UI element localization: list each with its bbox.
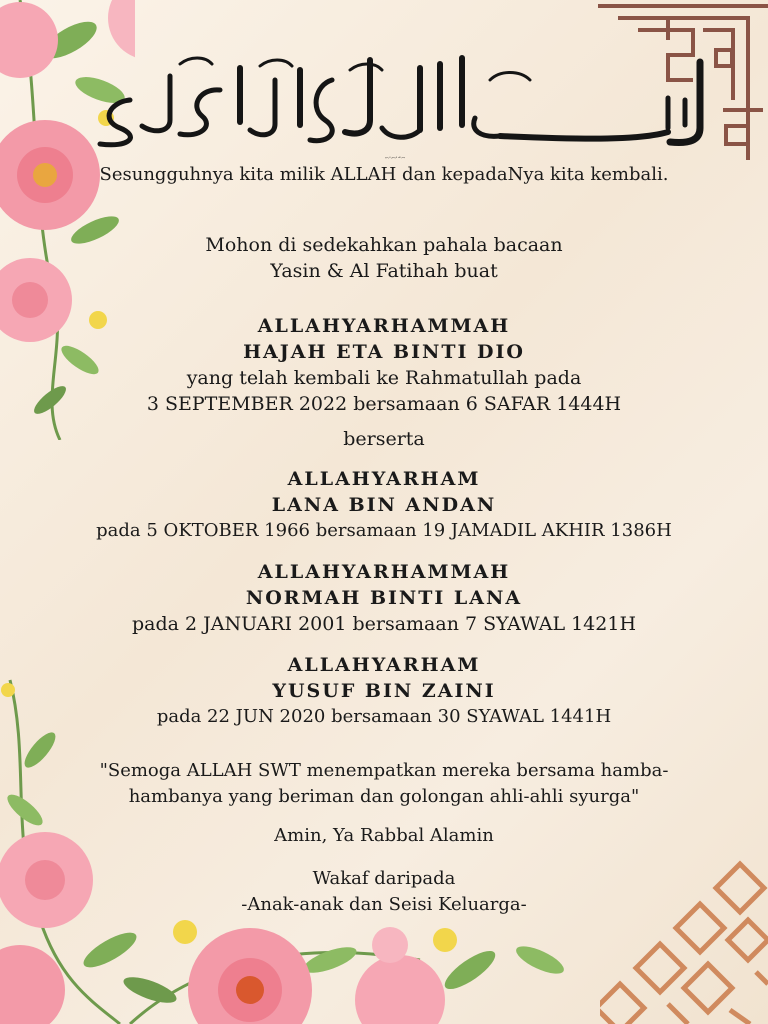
prayer-line-2: hambanya yang beriman dan golongan ahli-ahli syurga" [128,786,640,807]
deceased-3-date: pada 2 JANUARI 2001 bersamaan 7 SYAWAL 1421H [131,613,637,635]
deceased-3-title: ALLAHYARHAMMAH [257,561,511,583]
prayer-block [0,758,768,810]
connector-text: berserta [343,428,425,450]
deceased-1-name: HAJAH ETA BINTI DIO [243,341,525,363]
bismillah-text: بسم الله الرحمن الرحيم [384,157,406,159]
bismillah-calligraphy [70,40,720,160]
deceased-4-name: YUSUF BIN ZAINI [272,680,496,702]
subtitle-text: Sesungguhnya kita milik ALLAH dan kepadaNya kita kembali. [99,164,669,185]
deceased-2-block [0,466,768,544]
deceased-3-name: NORMAH BINTI LANA [245,587,523,609]
deceased-1-date: 3 SEPTEMBER 2022 bersamaan 6 SAFAR 1444H [146,393,622,415]
deceased-1-block [0,313,768,417]
intro-line-2: Yasin & Al Fatihah buat [270,260,498,282]
prayer-line-1: "Semoga ALLAH SWT menempatkan mereka bersama hamba- [99,760,669,781]
footer-block [0,866,768,918]
deceased-4-date: pada 22 JUN 2020 bersamaan 30 SYAWAL 1441H [156,706,612,727]
subtitle-block [0,162,768,188]
deceased-2-title: ALLAHYARHAM [287,468,481,490]
footer-line-1: Wakaf daripada [312,868,456,889]
connector-block [0,426,768,452]
deceased-4-title: ALLAHYARHAM [287,654,481,676]
deceased-2-date: pada 5 OKTOBER 1966 bersamaan 19 JAMADIL AKHIR 1386H [96,520,672,541]
amin-block [0,823,768,849]
deceased-2-name: LANA BIN ANDAN [271,494,497,516]
amin-text: Amin, Ya Rabbal Alamin [274,825,494,846]
footer-line-2: -Anak-anak dan Seisi Keluarga- [241,894,527,915]
intro-block [0,232,768,284]
deceased-4-block [0,652,768,730]
deceased-1-line-1: yang telah kembali ke Rahmatullah pada [186,367,582,389]
deceased-3-block [0,559,768,637]
intro-line-1: Mohon di sedekahkan pahala bacaan [205,234,563,256]
deceased-1-title: ALLAHYARHAMMAH [257,315,511,337]
